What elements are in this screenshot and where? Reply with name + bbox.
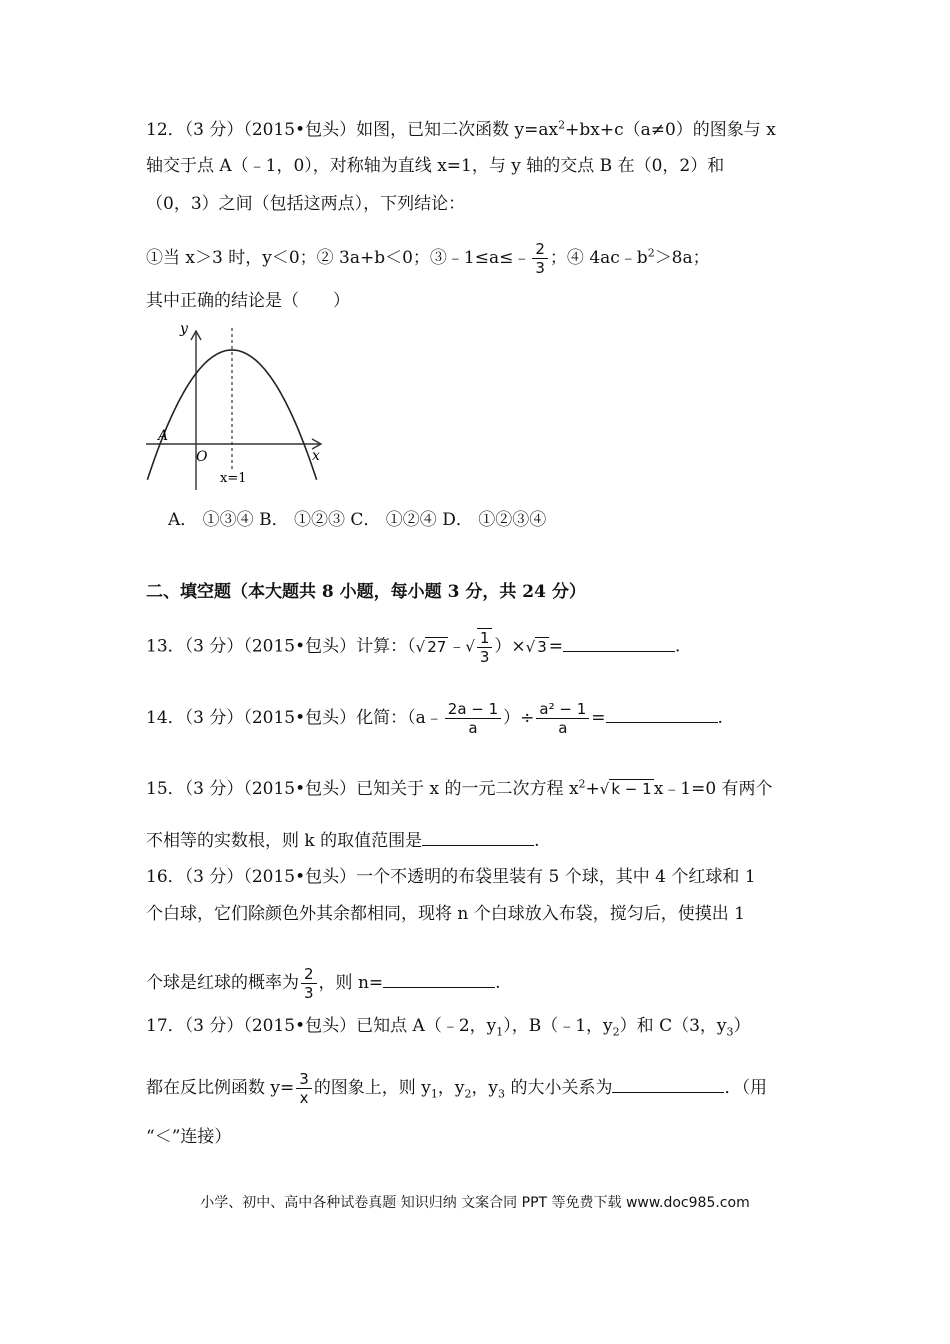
answer-blank[interactable] — [606, 708, 718, 723]
superscript: 2 — [558, 118, 566, 132]
q15-text: + — [585, 779, 600, 799]
point-a-label: A — [158, 428, 169, 444]
section-2-heading: 二、填空题（本大题共 8 小题，每小题 3 分，共 24 分） — [146, 582, 586, 602]
q12-text: +bx+c（a≠0）的图象与 x — [565, 120, 776, 140]
subscript: 2 — [464, 1087, 472, 1101]
q14-text: . — [717, 708, 723, 728]
fraction-numerator: 1 — [477, 629, 493, 648]
fraction-denominator: 3 — [479, 648, 490, 666]
fraction-numerator: 2a − 1 — [445, 700, 501, 719]
q12-text: 12．（3 分）（2015•包头）如图，已知二次函数 y=ax — [146, 120, 559, 140]
q12-line4 — [146, 240, 710, 277]
q12-line2: 轴交于点 A（﹣1，0），对称轴为直线 x=1，与 y 轴的交点 B 在（0，2）和 — [146, 156, 725, 176]
answer-blank[interactable] — [612, 1078, 724, 1093]
q13-text: . — [675, 636, 681, 657]
radicand: k − 1 — [611, 780, 652, 798]
subscript: 3 — [726, 1025, 734, 1039]
q12-line5: 其中正确的结论是（ ） — [146, 291, 350, 311]
q17-line3: “＜”连接） — [146, 1127, 232, 1147]
q12-line1 — [146, 118, 776, 142]
q14-text: = — [591, 708, 606, 728]
q17-text: 的图象上，则 y — [313, 1078, 431, 1098]
subscript: 2 — [612, 1025, 620, 1039]
q13-text: = — [548, 636, 564, 657]
q17-text: ）和 C（3，y — [619, 1016, 727, 1036]
x-axis-label: x — [312, 448, 320, 464]
fraction-a2-minus-1-over-a — [536, 700, 589, 737]
q16-text: . — [495, 973, 501, 993]
q15-text: 15．（3 分）（2015•包头）已知关于 x 的一元二次方程 x — [146, 779, 579, 799]
fraction-3-over-x — [296, 1070, 312, 1107]
radicand: 3 — [537, 637, 547, 656]
q16-text: 个球是红球的概率为 — [146, 973, 299, 993]
q17-text: ，y — [471, 1078, 499, 1098]
y-axis-label: y — [180, 321, 188, 337]
answer-blank[interactable] — [383, 973, 495, 988]
q16-line3 — [146, 965, 501, 1002]
q15-text: 不相等的实数根，则 k 的取值范围是 — [146, 831, 423, 851]
q17-text: ），B（﹣1，y — [503, 1016, 613, 1036]
q13-text: ﹣ — [448, 636, 466, 657]
q15-line2 — [146, 829, 540, 853]
q17-text: 都在反比例函数 y= — [146, 1078, 295, 1098]
sqrt-one-third: √ $\frac{1}{3}$ — [465, 628, 494, 666]
sqrt-27: √ 27 — [415, 637, 447, 656]
subscript: 1 — [496, 1025, 504, 1039]
q13 — [146, 628, 680, 666]
q12-options: A． ①③④ B． ①②③ C． ①②④ D． ①②③④ — [168, 510, 547, 530]
q17-text: 17．（3 分）（2015•包头）已知点 A（﹣2，y — [146, 1016, 497, 1036]
q17-text: ） — [733, 1016, 751, 1036]
q17-text: ．（用 — [724, 1078, 767, 1098]
q15-text: . — [534, 831, 540, 851]
origin-label: O — [196, 449, 208, 465]
parabola-graph — [146, 320, 336, 495]
fraction-two-thirds — [301, 965, 317, 1002]
q14-text: 14．（3 分）（2015•包头）化简：（a﹣ — [146, 708, 443, 728]
q15-line1 — [146, 777, 773, 801]
fraction-denominator: 3 — [304, 984, 314, 1002]
q16-line2: 个白球，它们除颜色外其余都相同，现将 n 个白球放入布袋，搅匀后，使摸出 1 — [146, 904, 745, 924]
q12-line3: （0，3）之间（包括这两点），下列结论： — [146, 194, 466, 214]
q17-text: 的大小关系为 — [505, 1078, 613, 1098]
fraction-numerator: a² − 1 — [536, 700, 589, 719]
superscript: 2 — [578, 777, 586, 791]
q15-text: x﹣1=0 有两个 — [653, 779, 773, 799]
answer-blank[interactable] — [422, 831, 534, 846]
q12-text: ；④ 4ac﹣b — [549, 248, 648, 268]
fraction-one-third — [477, 628, 493, 666]
fraction-numerator: 2 — [301, 965, 317, 984]
subscript: 3 — [498, 1087, 506, 1101]
fraction-denominator: x — [299, 1089, 309, 1107]
q12-text: ＞8a； — [654, 248, 710, 268]
sqrt-k-minus-1: √ k − 1 — [599, 780, 652, 798]
subscript: 1 — [430, 1087, 438, 1101]
page-footer: 小学、初中、高中各种试卷真题 知识归纳 文案合同 PPT 等免费下载 www.doc985.com — [200, 1195, 750, 1211]
fraction-2a-minus-1-over-a — [445, 700, 501, 737]
q12-text: ①当 x＞3 时，y＜0；② 3a+b＜0；③﹣1≤a≤﹣ — [146, 248, 531, 268]
symmetry-axis-label: x=1 — [220, 471, 247, 486]
answer-blank[interactable] — [563, 637, 675, 652]
q16-text: ，则 n= — [318, 973, 384, 993]
q17-text: ，y — [437, 1078, 465, 1098]
q17-line1 — [146, 1014, 751, 1038]
q14 — [146, 700, 723, 737]
q17-line2 — [146, 1070, 767, 1107]
q14-text: ）÷ — [503, 708, 535, 728]
q13-text: ）× — [494, 636, 526, 657]
q13-text: 13．（3 分）（2015•包头）计算：（ — [146, 636, 416, 657]
fraction-two-thirds — [532, 240, 548, 277]
radicand: 27 — [427, 637, 447, 656]
fraction-numerator: 3 — [296, 1070, 312, 1089]
fraction-numerator: 2 — [532, 240, 548, 259]
fraction-denominator: a — [558, 719, 568, 737]
superscript: 2 — [647, 246, 655, 260]
q16-line1: 16．（3 分）（2015•包头）一个不透明的布袋里装有 5 个球，其中 4 个红球和 1 — [146, 867, 756, 887]
fraction-denominator: 3 — [535, 259, 545, 277]
sqrt-3: √ 3 — [525, 637, 547, 656]
fraction-denominator: a — [468, 719, 478, 737]
